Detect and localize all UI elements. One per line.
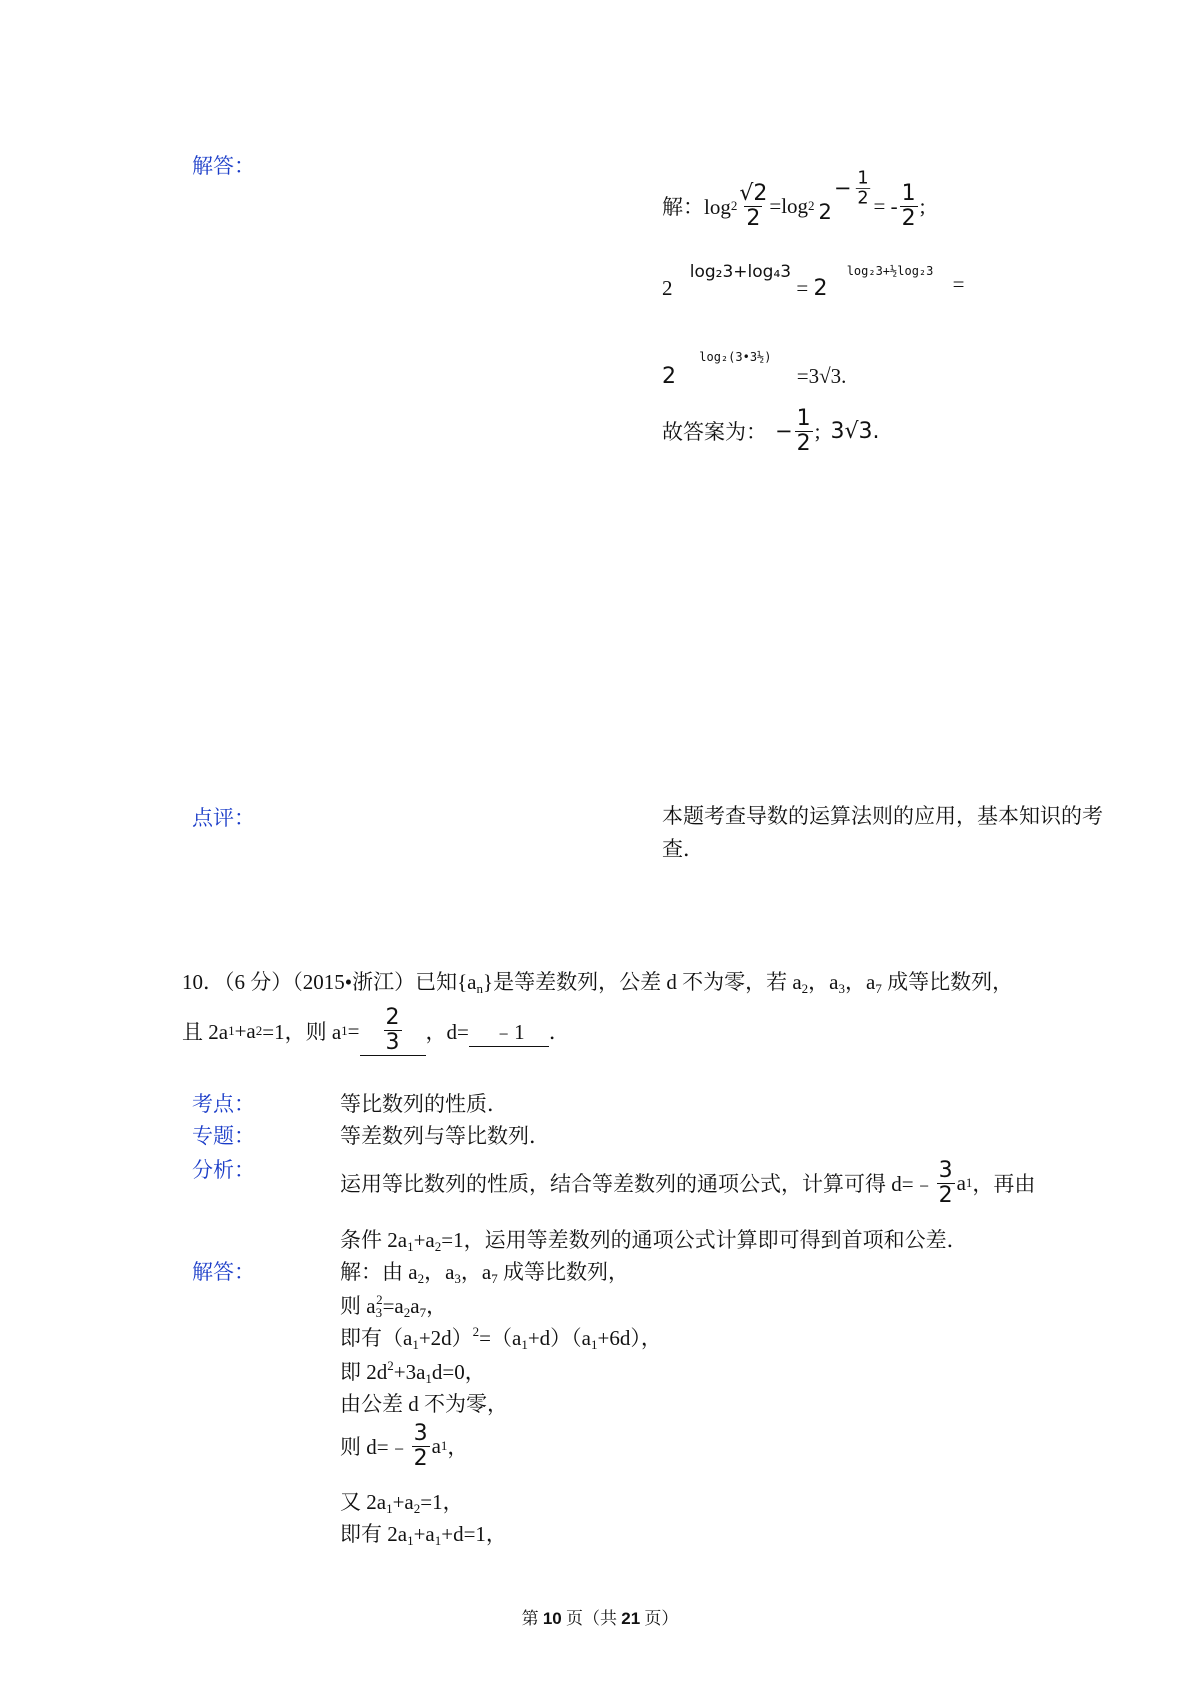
q9-solution-line3 bbox=[662, 340, 846, 390]
exponent bbox=[834, 164, 874, 213]
fraction bbox=[384, 1006, 402, 1055]
separator: ; bbox=[814, 418, 821, 443]
total-pages: 21 bbox=[621, 1609, 641, 1628]
text: a bbox=[410, 1294, 420, 1318]
text: 条件 2a bbox=[340, 1228, 408, 1252]
sub: 1 bbox=[591, 1337, 598, 1352]
denominator: 2 bbox=[746, 205, 761, 231]
footer-text: 页（共 bbox=[561, 1609, 622, 1628]
sup: 2 bbox=[387, 1358, 394, 1373]
comment-text-line1: 本题考查导数的运算法则的应用，基本知识的考 bbox=[662, 804, 1103, 828]
text: 成等比数列， bbox=[497, 1260, 629, 1284]
sub: 1 bbox=[440, 1438, 448, 1453]
numerator: 3 bbox=[413, 1420, 428, 1446]
answer-blank-a1 bbox=[360, 1006, 426, 1056]
point-text: 等比数列的性质． bbox=[340, 1092, 508, 1116]
text: =（a bbox=[479, 1326, 522, 1350]
minus: − bbox=[833, 176, 852, 200]
base: 2 bbox=[662, 364, 676, 389]
point-label: 考点： bbox=[192, 1092, 255, 1116]
text: }是等差数列，公差 d 不为零，若 a bbox=[483, 970, 802, 994]
sub: 2 bbox=[403, 1305, 411, 1320]
sub: 1 bbox=[965, 1175, 973, 1190]
text: ， bbox=[447, 1435, 469, 1459]
text: 则 a bbox=[340, 1294, 376, 1318]
text: +d）（a bbox=[527, 1326, 592, 1350]
analysis-label: 分析： bbox=[192, 1158, 255, 1182]
text: +a bbox=[392, 1490, 414, 1514]
text: 即 2d bbox=[340, 1360, 388, 1384]
sub: n bbox=[476, 981, 484, 996]
sub: 7 bbox=[875, 981, 882, 996]
answer-blank-d: ﹣1 bbox=[469, 1016, 549, 1047]
denominator: 2 bbox=[938, 1182, 953, 1208]
numerator: 2 bbox=[385, 1005, 400, 1030]
sub: 1 bbox=[341, 1023, 348, 1038]
sub: 1 bbox=[434, 1533, 442, 1548]
denominator: 2 bbox=[413, 1445, 428, 1471]
sub: 2 bbox=[801, 981, 809, 996]
text: 则 d=﹣ bbox=[340, 1435, 410, 1459]
denominator: 2 bbox=[856, 187, 869, 208]
numerator: √2 bbox=[739, 180, 768, 206]
fraction bbox=[412, 1422, 430, 1471]
text: +6d）， bbox=[597, 1326, 662, 1350]
text: d=0， bbox=[431, 1360, 486, 1384]
answer-prefix: 故答案为： bbox=[662, 420, 767, 444]
text: ; bbox=[919, 193, 926, 218]
text: 解：由 a bbox=[340, 1260, 418, 1284]
base: 2 bbox=[662, 276, 673, 300]
text: +d=1， bbox=[441, 1522, 507, 1546]
sub: 2 bbox=[417, 1271, 425, 1286]
exponent: log₂(3•3½) bbox=[699, 350, 772, 364]
text: =a bbox=[382, 1294, 404, 1318]
text: ，a bbox=[424, 1260, 455, 1284]
sub: 1 bbox=[521, 1337, 528, 1352]
q9-solution-line1 bbox=[662, 167, 926, 236]
text: +3a bbox=[393, 1360, 426, 1384]
topic-text: 等差数列与等比数列． bbox=[340, 1124, 550, 1148]
sub: 2 bbox=[808, 198, 815, 213]
denominator: 2 bbox=[796, 430, 811, 456]
text: +a bbox=[234, 1018, 256, 1043]
sub: 2 bbox=[255, 1023, 263, 1038]
text: =1， bbox=[420, 1490, 464, 1514]
solution2-label: 解答： bbox=[192, 1260, 255, 1284]
text: 10．（6 分）（2015•浙江）已知{a bbox=[182, 970, 477, 994]
text: = bbox=[952, 272, 965, 296]
footer-text: 页） bbox=[640, 1609, 679, 1628]
text: =1，则 a bbox=[262, 1020, 342, 1044]
sol-line8 bbox=[340, 1518, 507, 1549]
sol-line4 bbox=[340, 1356, 486, 1387]
analysis-line1 bbox=[340, 1156, 1035, 1210]
text: +2d） bbox=[418, 1326, 473, 1350]
fraction bbox=[900, 182, 918, 231]
sup: 2 bbox=[376, 1292, 383, 1307]
text: a bbox=[956, 1170, 966, 1195]
text: ，a bbox=[460, 1260, 492, 1284]
sub: 1 bbox=[425, 1371, 432, 1386]
sol-line5: 由公差 d 不为零， bbox=[340, 1392, 508, 1416]
text: =log bbox=[769, 193, 809, 218]
text: 即有 2a bbox=[340, 1522, 408, 1546]
numerator: 1 bbox=[856, 167, 869, 188]
page-number: 10 bbox=[542, 1609, 562, 1628]
q10-stem-line1 bbox=[182, 966, 1013, 997]
text: +a bbox=[413, 1522, 435, 1546]
sub: 3 bbox=[838, 981, 845, 996]
exponent: log₂3+log₄3 bbox=[689, 262, 792, 282]
sub: 1 bbox=[228, 1023, 235, 1038]
denominator: 2 bbox=[901, 205, 916, 231]
text: 解：log bbox=[662, 195, 731, 219]
sub: 2 bbox=[413, 1501, 421, 1516]
numerator: 3 bbox=[938, 1157, 953, 1183]
text: =3√3. bbox=[796, 364, 847, 388]
sub: 1 bbox=[407, 1533, 414, 1548]
text: ． bbox=[548, 1020, 570, 1044]
numerator: 1 bbox=[901, 180, 916, 206]
text: a bbox=[431, 1433, 441, 1458]
denominator: 3 bbox=[385, 1030, 400, 1055]
text: ，再由 bbox=[972, 1172, 1036, 1196]
exponent: log₂3+½log₂3 bbox=[846, 264, 934, 278]
text: ，a bbox=[808, 970, 839, 994]
text: = - bbox=[873, 193, 898, 218]
sol-line1 bbox=[340, 1256, 629, 1287]
text: 又 2a bbox=[340, 1490, 387, 1514]
sol-line3 bbox=[340, 1322, 662, 1353]
answer-value: 3√3. bbox=[830, 418, 880, 444]
comment-text-line2: 查． bbox=[662, 837, 704, 861]
q10-stem-line2 bbox=[182, 1004, 570, 1058]
text: = bbox=[347, 1018, 360, 1043]
comment-label: 点评： bbox=[192, 806, 255, 830]
sol-line6 bbox=[340, 1418, 468, 1474]
sub: 3 bbox=[454, 1271, 461, 1286]
text: =1，运用等差数列的通项公式计算即可得到首项和公差． bbox=[441, 1228, 968, 1252]
text: 即有（a bbox=[340, 1326, 413, 1350]
footer-text: 第 bbox=[521, 1609, 543, 1628]
text: 且 2a bbox=[182, 1020, 229, 1044]
numerator: 1 bbox=[796, 405, 811, 431]
fraction bbox=[739, 182, 767, 231]
text: 成等比数列， bbox=[881, 970, 1014, 994]
sup: 2 bbox=[472, 1324, 480, 1339]
q9-solution-line2 bbox=[662, 262, 964, 302]
text: = bbox=[796, 276, 809, 300]
sub: 1 bbox=[407, 1239, 414, 1254]
base: 2 bbox=[813, 276, 828, 301]
text: ，d= bbox=[425, 1020, 469, 1044]
text: +a bbox=[413, 1228, 435, 1252]
sub: 2 bbox=[730, 198, 738, 213]
sub: 7 bbox=[491, 1271, 498, 1286]
sub: 2 bbox=[434, 1239, 442, 1254]
fraction bbox=[795, 407, 813, 456]
minus: − bbox=[775, 419, 793, 443]
text: ，a bbox=[845, 970, 876, 994]
sol-line7 bbox=[340, 1486, 464, 1517]
fraction bbox=[855, 168, 869, 207]
text: 运用等比数列的性质，结合等差数列的通项公式，计算可得 d=﹣ bbox=[340, 1172, 935, 1196]
sub: 3 bbox=[375, 1305, 383, 1320]
sub: 7 bbox=[419, 1305, 427, 1320]
analysis-line2 bbox=[340, 1224, 968, 1255]
sol-line2 bbox=[340, 1290, 447, 1321]
q9-answer-line bbox=[662, 406, 879, 456]
solution-label: 解答： bbox=[192, 154, 255, 178]
fraction bbox=[937, 1159, 955, 1208]
page-footer bbox=[0, 1604, 1200, 1629]
sub: 1 bbox=[386, 1501, 393, 1516]
base: 2 bbox=[818, 200, 832, 224]
sub: 1 bbox=[412, 1337, 419, 1352]
text: ， bbox=[426, 1294, 448, 1318]
topic-label: 专题： bbox=[192, 1124, 255, 1148]
